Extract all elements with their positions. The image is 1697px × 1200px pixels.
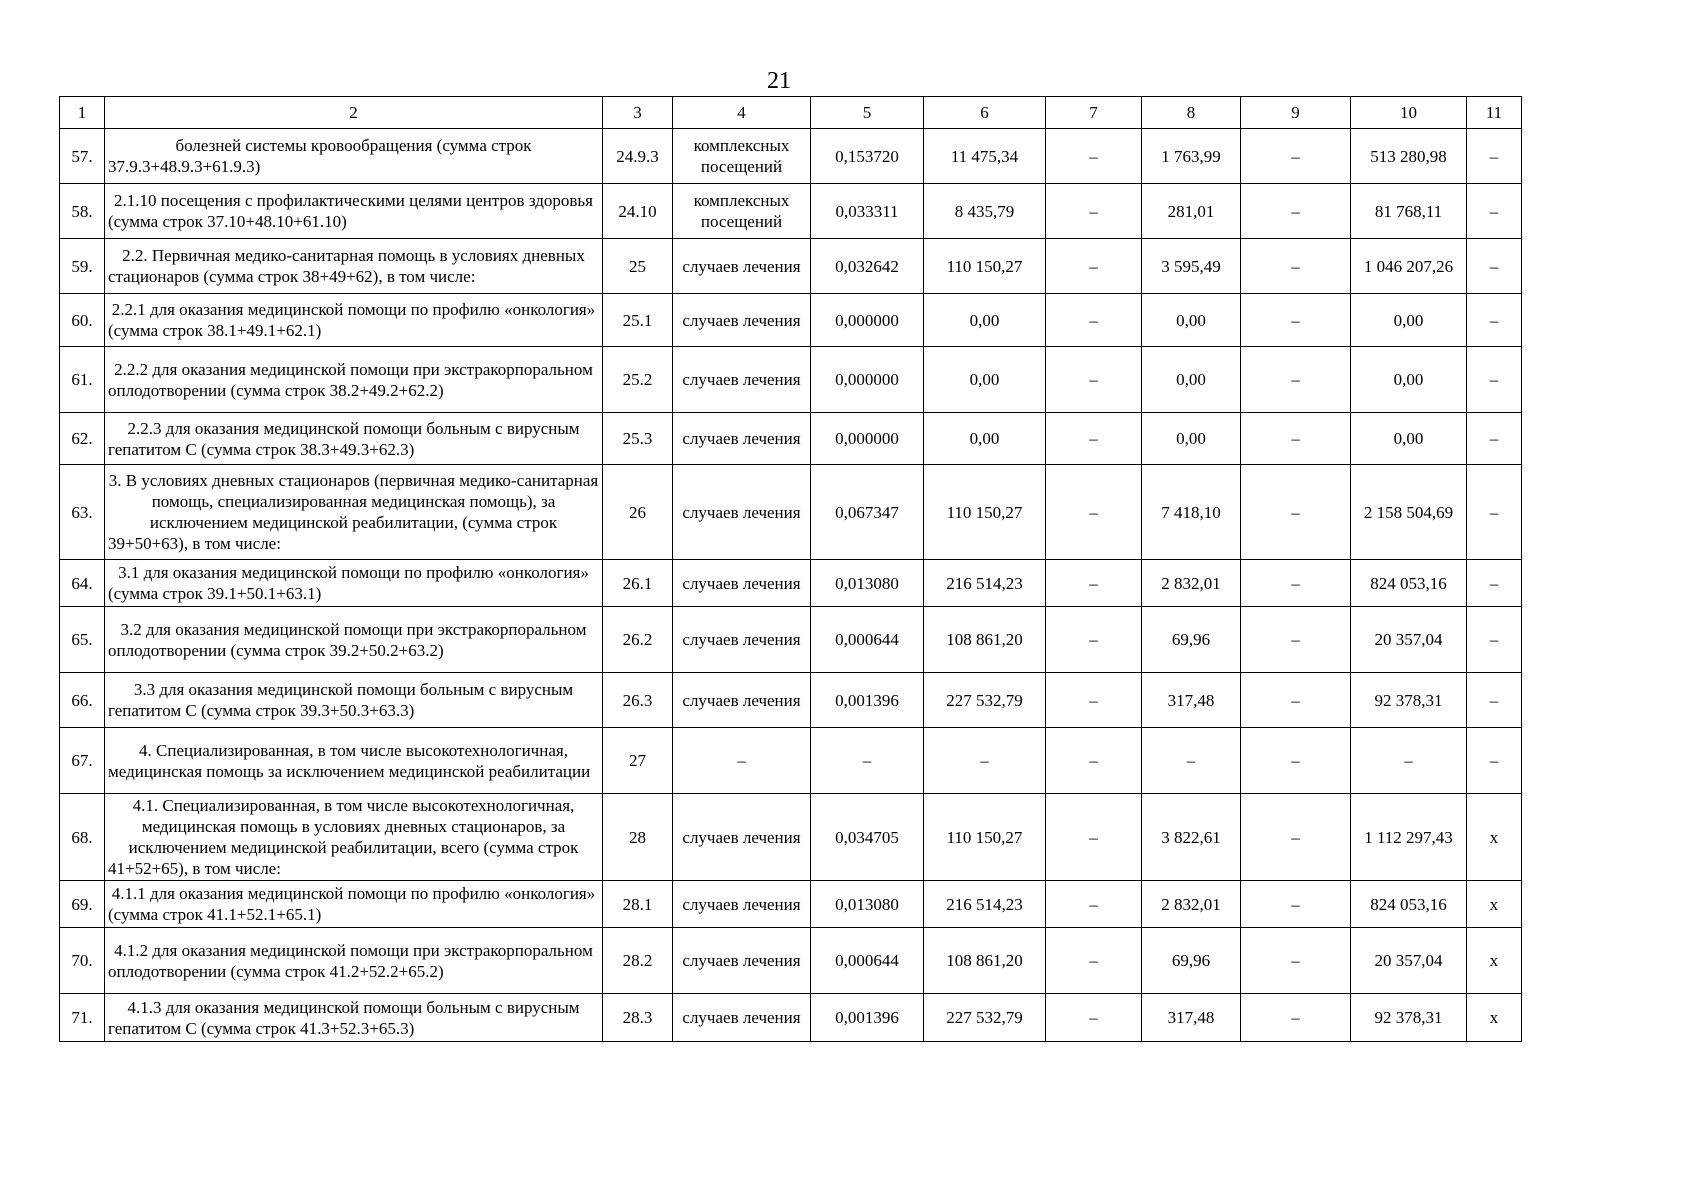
row-code: 27 xyxy=(603,728,673,794)
row-description: 3. В условиях дневных стационаров (первичная медико-санитарная помощь, специализированная медицинская помощь), за исключением медицинской реабилитации, (сумма строк 39+50+63), в том числе: xyxy=(105,465,603,560)
cell-col7: – xyxy=(1046,673,1142,728)
cell-col6: 216 514,23 xyxy=(924,560,1046,607)
column-header: 5 xyxy=(811,97,924,129)
row-number: 68. xyxy=(60,794,105,881)
cell-col6: 0,00 xyxy=(924,413,1046,465)
cell-col9: – xyxy=(1241,465,1351,560)
table-row xyxy=(60,728,1522,794)
row-description: 4.1.1 для оказания медицинской помощи по профилю «онкология» (сумма строк 41.1+52.1+65.1) xyxy=(105,881,603,928)
row-unit: случаев лечения xyxy=(673,560,811,607)
cell-col9: – xyxy=(1241,607,1351,673)
cell-col8: 3 595,49 xyxy=(1142,239,1241,294)
cell-col6: – xyxy=(924,728,1046,794)
column-header: 2 xyxy=(105,97,603,129)
table-body xyxy=(60,97,1522,1042)
row-number: 67. xyxy=(60,728,105,794)
cell-col9: – xyxy=(1241,294,1351,347)
table-row xyxy=(60,465,1522,560)
cell-col8: 3 822,61 xyxy=(1142,794,1241,881)
cell-col11: х xyxy=(1467,994,1522,1042)
cell-col9: – xyxy=(1241,413,1351,465)
row-unit: случаев лечения xyxy=(673,465,811,560)
cell-col5: – xyxy=(811,728,924,794)
cell-col8: 69,96 xyxy=(1142,928,1241,994)
column-header: 11 xyxy=(1467,97,1522,129)
row-unit: случаев лечения xyxy=(673,239,811,294)
cell-col8: 0,00 xyxy=(1142,294,1241,347)
cell-col8: 2 832,01 xyxy=(1142,881,1241,928)
cell-col10: 1 112 297,43 xyxy=(1351,794,1467,881)
row-description: 2.2.2 для оказания медицинской помощи при экстракорпоральном оплодотворении (сумма строк 38.2+49.2+62.2) xyxy=(105,347,603,413)
row-unit: – xyxy=(673,728,811,794)
cell-col5: 0,013080 xyxy=(811,881,924,928)
cell-col7: – xyxy=(1046,184,1142,239)
row-number: 60. xyxy=(60,294,105,347)
cell-col9: – xyxy=(1241,184,1351,239)
cell-col7: – xyxy=(1046,728,1142,794)
cell-col11: – xyxy=(1467,728,1522,794)
row-number: 58. xyxy=(60,184,105,239)
cell-col10: 824 053,16 xyxy=(1351,560,1467,607)
row-code: 26.2 xyxy=(603,607,673,673)
cell-col5: 0,034705 xyxy=(811,794,924,881)
cell-col9: – xyxy=(1241,928,1351,994)
cell-col8: 317,48 xyxy=(1142,994,1241,1042)
cell-col10: 20 357,04 xyxy=(1351,928,1467,994)
cell-col11: – xyxy=(1467,465,1522,560)
cell-col7: – xyxy=(1046,928,1142,994)
cell-col5: 0,000000 xyxy=(811,294,924,347)
row-unit: случаев лечения xyxy=(673,881,811,928)
cell-col8: 0,00 xyxy=(1142,413,1241,465)
table-row xyxy=(60,560,1522,607)
table-row xyxy=(60,994,1522,1042)
cell-col10: 81 768,11 xyxy=(1351,184,1467,239)
row-description: 3.2 для оказания медицинской помощи при экстракорпоральном оплодотворении (сумма строк 39.2+50.2+63.2) xyxy=(105,607,603,673)
row-number: 61. xyxy=(60,347,105,413)
cell-col7: – xyxy=(1046,465,1142,560)
cell-col9: – xyxy=(1241,347,1351,413)
row-number: 66. xyxy=(60,673,105,728)
cell-col7: – xyxy=(1046,560,1142,607)
cell-col7: – xyxy=(1046,294,1142,347)
cell-col10: 824 053,16 xyxy=(1351,881,1467,928)
cell-col11: – xyxy=(1467,560,1522,607)
row-code: 26 xyxy=(603,465,673,560)
row-description: 4.1.3 для оказания медицинской помощи больным с вирусным гепатитом С (сумма строк 41.3+52.3+65.3) xyxy=(105,994,603,1042)
column-header: 6 xyxy=(924,97,1046,129)
row-number: 70. xyxy=(60,928,105,994)
cell-col11: – xyxy=(1467,239,1522,294)
cell-col5: 0,001396 xyxy=(811,994,924,1042)
row-code: 25.2 xyxy=(603,347,673,413)
table-row xyxy=(60,129,1522,184)
cell-col7: – xyxy=(1046,239,1142,294)
cell-col8: 0,00 xyxy=(1142,347,1241,413)
cell-col11: х xyxy=(1467,881,1522,928)
cell-col6: 216 514,23 xyxy=(924,881,1046,928)
table-row xyxy=(60,239,1522,294)
table-row xyxy=(60,881,1522,928)
row-description: 4.1.2 для оказания медицинской помощи при экстракорпоральном оплодотворении (сумма строк 41.2+52.2+65.2) xyxy=(105,928,603,994)
row-code: 26.1 xyxy=(603,560,673,607)
row-number: 59. xyxy=(60,239,105,294)
cell-col5: 0,000644 xyxy=(811,928,924,994)
cell-col6: 110 150,27 xyxy=(924,465,1046,560)
cell-col9: – xyxy=(1241,129,1351,184)
cell-col10: 2 158 504,69 xyxy=(1351,465,1467,560)
row-code: 26.3 xyxy=(603,673,673,728)
cell-col7: – xyxy=(1046,607,1142,673)
cell-col6: 110 150,27 xyxy=(924,239,1046,294)
cell-col8: 69,96 xyxy=(1142,607,1241,673)
cell-col11: – xyxy=(1467,607,1522,673)
cell-col10: 0,00 xyxy=(1351,413,1467,465)
cell-col8: 317,48 xyxy=(1142,673,1241,728)
table-row xyxy=(60,673,1522,728)
cell-col7: – xyxy=(1046,129,1142,184)
row-code: 25.1 xyxy=(603,294,673,347)
cell-col10: 0,00 xyxy=(1351,347,1467,413)
cell-col6: 227 532,79 xyxy=(924,994,1046,1042)
cell-col9: – xyxy=(1241,994,1351,1042)
column-header: 3 xyxy=(603,97,673,129)
row-code: 28.2 xyxy=(603,928,673,994)
cell-col8: 281,01 xyxy=(1142,184,1241,239)
cell-col10: 92 378,31 xyxy=(1351,673,1467,728)
row-unit: случаев лечения xyxy=(673,607,811,673)
row-unit: случаев лечения xyxy=(673,347,811,413)
cell-col11: х xyxy=(1467,928,1522,994)
row-description: 3.3 для оказания медицинской помощи больным с вирусным гепатитом С (сумма строк 39.3+50.3+63.3) xyxy=(105,673,603,728)
table-row xyxy=(60,607,1522,673)
row-unit: случаев лечения xyxy=(673,673,811,728)
column-header: 1 xyxy=(60,97,105,129)
row-code: 25.3 xyxy=(603,413,673,465)
table-row xyxy=(60,347,1522,413)
cell-col5: 0,000000 xyxy=(811,413,924,465)
cell-col7: – xyxy=(1046,994,1142,1042)
row-description: болезней системы кровообращения (сумма строк 37.9.3+48.9.3+61.9.3) xyxy=(105,129,603,184)
row-unit: случаев лечения xyxy=(673,994,811,1042)
cell-col11: – xyxy=(1467,347,1522,413)
row-unit: случаев лечения xyxy=(673,928,811,994)
cell-col5: 0,000000 xyxy=(811,347,924,413)
row-description: 2.2.3 для оказания медицинской помощи больным с вирусным гепатитом С (сумма строк 38.3+49.3+62.3) xyxy=(105,413,603,465)
row-unit: комплексных посещений xyxy=(673,129,811,184)
row-description: 3.1 для оказания медицинской помощи по профилю «онкология» (сумма строк 39.1+50.1+63.1) xyxy=(105,560,603,607)
table-row xyxy=(60,928,1522,994)
cell-col7: – xyxy=(1046,347,1142,413)
column-header: 8 xyxy=(1142,97,1241,129)
row-code: 24.9.3 xyxy=(603,129,673,184)
cell-col5: 0,067347 xyxy=(811,465,924,560)
cell-col5: 0,032642 xyxy=(811,239,924,294)
row-description: 4.1. Специализированная, в том числе высокотехнологичная, медицинская помощь в условиях дневных стационаров, за исключением медицинской реабилитации, всего (сумма строк 41+52+65), в том числе: xyxy=(105,794,603,881)
row-number: 65. xyxy=(60,607,105,673)
cell-col8: – xyxy=(1142,728,1241,794)
table-row xyxy=(60,184,1522,239)
cell-col11: – xyxy=(1467,673,1522,728)
cell-col11: – xyxy=(1467,294,1522,347)
row-code: 28.3 xyxy=(603,994,673,1042)
table-row xyxy=(60,413,1522,465)
column-header: 10 xyxy=(1351,97,1467,129)
cell-col11: – xyxy=(1467,129,1522,184)
page-number: 21 xyxy=(767,68,791,94)
cell-col5: 0,153720 xyxy=(811,129,924,184)
row-number: 63. xyxy=(60,465,105,560)
cell-col5: 0,033311 xyxy=(811,184,924,239)
cell-col7: – xyxy=(1046,794,1142,881)
cell-col8: 7 418,10 xyxy=(1142,465,1241,560)
column-header: 7 xyxy=(1046,97,1142,129)
cell-col10: 20 357,04 xyxy=(1351,607,1467,673)
cell-col8: 1 763,99 xyxy=(1142,129,1241,184)
row-number: 71. xyxy=(60,994,105,1042)
cell-col6: 110 150,27 xyxy=(924,794,1046,881)
table-row xyxy=(60,294,1522,347)
cell-col11: х xyxy=(1467,794,1522,881)
cell-col9: – xyxy=(1241,673,1351,728)
cell-col6: 8 435,79 xyxy=(924,184,1046,239)
row-description: 2.1.10 посещения с профилактическими целями центров здоровья (сумма строк 37.10+48.10+61.10) xyxy=(105,184,603,239)
row-code: 28.1 xyxy=(603,881,673,928)
cell-col11: – xyxy=(1467,184,1522,239)
row-description: 4. Специализированная, в том числе высокотехнологичная, медицинская помощь за исключением медицинской реабилитации xyxy=(105,728,603,794)
row-number: 64. xyxy=(60,560,105,607)
cell-col9: – xyxy=(1241,881,1351,928)
cell-col6: 227 532,79 xyxy=(924,673,1046,728)
cell-col6: 108 861,20 xyxy=(924,607,1046,673)
cell-col10: 513 280,98 xyxy=(1351,129,1467,184)
cell-col9: – xyxy=(1241,728,1351,794)
row-description: 2.2. Первичная медико-санитарная помощь в условиях дневных стационаров (сумма строк 38+49+62), в том числе: xyxy=(105,239,603,294)
cell-col9: – xyxy=(1241,794,1351,881)
cell-col7: – xyxy=(1046,413,1142,465)
cell-col9: – xyxy=(1241,239,1351,294)
cell-col5: 0,013080 xyxy=(811,560,924,607)
row-code: 24.10 xyxy=(603,184,673,239)
row-number: 57. xyxy=(60,129,105,184)
cell-col6: 0,00 xyxy=(924,347,1046,413)
row-description: 2.2.1 для оказания медицинской помощи по профилю «онкология» (сумма строк 38.1+49.1+62.1) xyxy=(105,294,603,347)
row-number: 69. xyxy=(60,881,105,928)
cell-col11: – xyxy=(1467,413,1522,465)
cell-col9: – xyxy=(1241,560,1351,607)
column-header: 9 xyxy=(1241,97,1351,129)
cell-col6: 11 475,34 xyxy=(924,129,1046,184)
cell-col10: – xyxy=(1351,728,1467,794)
cell-col10: 1 046 207,26 xyxy=(1351,239,1467,294)
cell-col10: 92 378,31 xyxy=(1351,994,1467,1042)
cell-col10: 0,00 xyxy=(1351,294,1467,347)
cell-col6: 108 861,20 xyxy=(924,928,1046,994)
row-code: 28 xyxy=(603,794,673,881)
cell-col7: – xyxy=(1046,881,1142,928)
row-unit: случаев лечения xyxy=(673,294,811,347)
table-row xyxy=(60,794,1522,881)
header-row xyxy=(60,97,1522,129)
row-unit: комплексных посещений xyxy=(673,184,811,239)
cell-col5: 0,001396 xyxy=(811,673,924,728)
column-header: 4 xyxy=(673,97,811,129)
cell-col8: 2 832,01 xyxy=(1142,560,1241,607)
row-code: 25 xyxy=(603,239,673,294)
row-unit: случаев лечения xyxy=(673,413,811,465)
cell-col5: 0,000644 xyxy=(811,607,924,673)
data-table xyxy=(59,96,1522,1042)
row-unit: случаев лечения xyxy=(673,794,811,881)
cell-col6: 0,00 xyxy=(924,294,1046,347)
row-number: 62. xyxy=(60,413,105,465)
